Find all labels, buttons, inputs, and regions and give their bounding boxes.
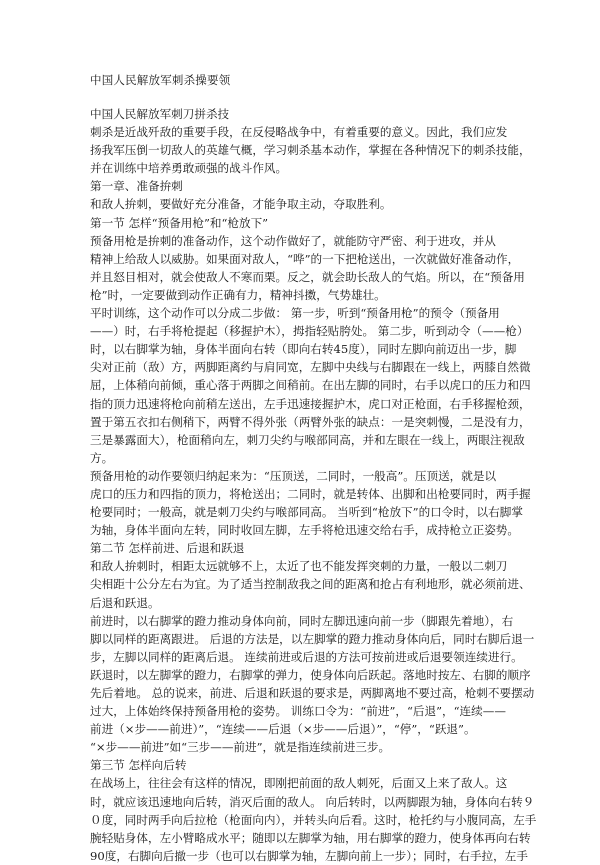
paragraph-line: 方。 [90, 450, 114, 465]
section-heading: 第三节 怎样向后转 [90, 758, 187, 773]
paragraph-line: 过大，上体始终保持预备用枪的姿势。 训练口令为：“前进”，“后退”，“连续—— [90, 704, 506, 719]
paragraph-line: 在战场上，往往会有这样的情况，即刚把前面的敌人刺死，后面又上来了敌人。这 [90, 776, 508, 791]
paragraph-line: 置于第五衣扣右侧稍下，两臂不得外张（两臂外张的缺点：一是突刺慢，二是没有力， [90, 414, 531, 429]
paragraph-line: 虎口的压力和四指的顶力，将枪送出；二同时，就是转体、出脚和出枪要同时，两手握 [90, 486, 531, 501]
document-body [90, 105, 537, 865]
paragraph-line: 并在训练中培养勇敢顽强的战斗作风。 [90, 161, 288, 176]
document-title: 中国人民解放军刺杀操要领 [90, 73, 231, 87]
paragraph-line: 腕轻贴身体，左小臂略成水平；随即以左脚掌为轴，用右脚掌的蹬力，使身体再向右转 [90, 830, 531, 845]
paragraph-line: 平时训练，这个动作可以分成二步做： 第一步，听到“预备用枪”的预令（预备用 [90, 306, 500, 321]
paragraph-line: 预备用枪的动作要领归纳起来为：“压顶送，二同时，一般高”。压顶送，就是以 [90, 468, 497, 483]
paragraph-line: 先后着地。 总的说来，前进、后退和跃退的要求是，两脚离地不要过高，枪刺不要摆动 [90, 686, 535, 700]
paragraph-line: 扬我军压倒一切敌人的英雄气概，学习刺杀基本动作，掌握在各种情况下的刺杀技能， [90, 143, 531, 158]
chapter-heading: 第一章、准备拚刺 [90, 179, 183, 194]
paragraph-line: 和敌人拚刺时，相距太远就够不上，太近了也不能发挥突刺的力量，一般以二刺刀 [90, 559, 508, 574]
paragraph-line: 跃退时，以左脚掌的蹬力，右脚掌的弹力，使身体向后跃起。落地时按左、右脚的顺序 [90, 667, 531, 682]
paragraph-line: ——）时，右手将枪提起（移握护木），拇指轻贴胯处。 第二步，听到动令（——枪） [90, 324, 529, 339]
paragraph-line: 并且怒目相对，就会使敌人不寒而栗。反之，就会助长敌人的气焰。所以，在“预备用 [90, 269, 525, 284]
paragraph-line: 后退和跃退。 [90, 595, 160, 610]
paragraph-line: “×步——前进”如“三步——前进”，就是指连续前进三步。 [90, 740, 391, 755]
paragraph-line: 三是暴露面大），枪面稍向左，刺刀尖约与喉部同高，并和左眼在一线上，两眼注视敌 [90, 432, 525, 447]
paragraph-line: 屈，上体稍向前倾，重心落于两脚之间稍前。在出左脚的同时，右手以虎口的压力和四 [90, 378, 531, 393]
paragraph-line: 预备用枪是拚刺的准备动作，这个动作做好了，就能防守严密、利于进攻，并从 [90, 233, 496, 248]
paragraph-line: 前进时，以右脚掌的蹬力推动身体向前，同时左脚迅速向前一步（脚跟先着地），右 [90, 613, 514, 628]
paragraph-line: 90度，右脚向后撤一步（也可以右脚掌为轴，左脚向前上一步）；同时，右手拉，左手 [90, 848, 528, 863]
paragraph-line: 枪要同时；一般高，就是刺刀尖约与喉部同高。 当听到“枪放下”的口令时，以右脚掌 [90, 505, 523, 520]
paragraph-line: 尖相距十公分左右为宜。为了适当控制敌我之间的距离和抢占有利地形，就必须前进、 [90, 577, 531, 592]
section-heading: 第一节 怎样“预备用枪”和“枪放下” [90, 215, 269, 230]
paragraph-line: 前进（×步——前进）”，“连续——后退（×步——后退）”，“停”，“跃退”。 [90, 722, 476, 737]
section-heading: 中国人民解放军刺刀拼杀技 [90, 107, 230, 121]
paragraph-line: 脚以同样的距离跟进。 后退的方法是，以左脚掌的蹬力推动身体向后，同时右脚后退一 [90, 631, 535, 646]
paragraph-line: 指的顶力迅速将枪向前稍左送出，左手迅速接握护木，虎口对正枪面，右手移握枪颈， [90, 396, 531, 411]
paragraph-line: 枪”时，一定要做到动作正确有力，精神抖擞，气势雄壮。 [90, 287, 386, 302]
paragraph-line: 精神上给敌人以威胁。如果面对敌人，“哗”的一下把枪送出，一次就做好准备动作， [90, 251, 520, 266]
paragraph-line: 时，就应该迅速地向后转，消灭后面的敌人。 向后转时，以两脚跟为轴，身体向右转９ [90, 794, 535, 809]
paragraph-line: 和敌人拚刺，要做好充分准备，才能争取主动，夺取胜利。 [90, 197, 392, 212]
paragraph-line: 为轴，身体半面向左转，同时收回左脚，左手将枪迅速交给右手，成持枪立正姿势。 [90, 523, 519, 538]
paragraph-line: 刺杀是近战歼敌的重要手段，在反侵略战争中，有着重要的意义。因此，我们应发 [90, 125, 508, 140]
paragraph-line: 步，左脚以同样的距离后退。 连续前进或后退的方法可按前进或后退要领连续进行。 [90, 649, 523, 664]
paragraph-line: 尖对正前（敌）方，两脚距离约与肩同宽，左脚中央线与右脚跟在一线上，两膝自然微 [90, 360, 531, 375]
paragraph-line: 时，以右脚掌为轴，身体半面向右转（即向右转45度），同时左脚向前迈出一步，脚 [90, 342, 517, 357]
section-heading: 第二节 怎样前进、后退和跃退 [90, 541, 245, 556]
paragraph-line: ０度，同时两手向后拉枪（枪面向内），并转头向后看。这时，枪托约与小腹同高，左手 [90, 812, 537, 827]
